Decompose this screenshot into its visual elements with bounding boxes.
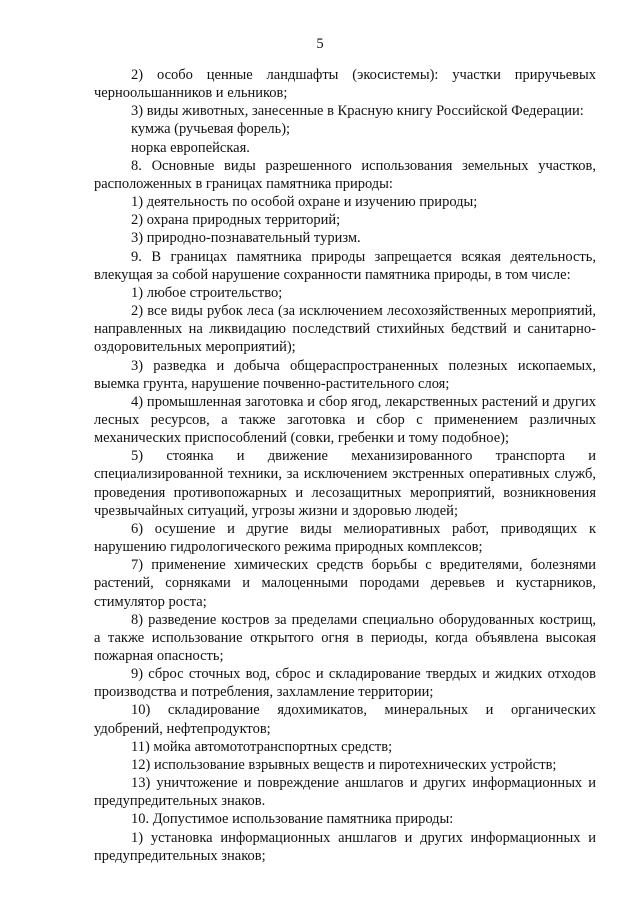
list-item: 3) разведка и добыча общераспространенных полезных ископаемых, выемка грунта, нарушение почвенно-растительного слоя; — [94, 357, 596, 392]
list-item: 3) природно-познавательный туризм. — [131, 230, 361, 247]
section-heading: 10. Допустимое использование памятника природы: — [131, 811, 454, 828]
list-item: 1) деятельность по особой охране и изучению природы; — [131, 194, 478, 211]
list-item: 7) применение химических средств борьбы с вредителями, болезнями растений, сорняками и малоценными породами деревьев и кустарников, стимулятор роста; — [94, 557, 596, 610]
section-heading: 8. Основные виды разрешенного использования земельных участков, расположенных в границах памятника природы: — [94, 157, 596, 192]
list-item: 11) мойка автомототранспортных средств; — [131, 738, 393, 755]
list-item: 2) охрана природных территорий; — [131, 212, 341, 229]
list-item: 9) сброс сточных вод, сброс и складирование твердых и жидких отходов производства и потребления, захламление территории; — [94, 666, 596, 701]
list-item: 2) все виды рубок леса (за исключением лесохозяйственных мероприятий, направленных на ликвидацию последствий стихийных бедствий и санитарно-оздоровительных мероприятий); — [94, 303, 596, 356]
list-item: 1) любое строительство; — [131, 284, 283, 301]
list-item: 3) виды животных, занесенные в Красную книгу Российской Федерации: — [131, 103, 584, 120]
list-item: 4) промышленная заготовка и сбор ягод, лекарственных растений и других лесных ресурсов, а также заготовка и сбор с применением различных механических приспособлений (совки, гребенки и тому подобное); — [94, 393, 596, 447]
document-body — [94, 66, 596, 865]
list-item: 12) использование взрывных веществ и пиротехнических устройств; — [131, 756, 557, 773]
species-line: норка европейская. — [131, 139, 250, 156]
species-line: кумжа (ручьевая форель); — [131, 121, 291, 138]
list-item: 8) разведение костров за пределами специально оборудованных кострищ, а также использование открытого огня в периоды, когда объявлена высокая пожарная опасность; — [94, 611, 596, 664]
page-number: 5 — [316, 36, 324, 52]
list-item: 2) особо ценные ландшафты (экосистемы): участки приручьевых черноольшанников и ельников; — [94, 67, 596, 102]
list-item: 13) уничтожение и повреждение аншлагов и других информационных и предупредительных знаков. — [94, 775, 596, 810]
list-item: 1) установка информационных аншлагов и других информационных и предупредительных знаков; — [94, 829, 596, 864]
list-item: 5) стоянка и движение механизированного транспорта и специализированной техники, за исключением экстренных оперативных служб, проведения противопожарных и лесозащитных мероприятий, возникновения чрезвычайных ситуаций, угрозы жизни и здоровью людей; — [94, 448, 596, 519]
section-heading: 9. В границах памятника природы запрещается всякая деятельность, влекущая за собой нарушение сохранности памятника природы, в том числе: — [94, 248, 596, 283]
list-item: 6) осушение и другие виды мелиоративных работ, приводящих к нарушению гидрологического режима природных комплексов; — [94, 520, 596, 556]
list-item: 10) складирование ядохимикатов, минеральных и органических удобрений, нефтепродуктов; — [94, 702, 596, 737]
